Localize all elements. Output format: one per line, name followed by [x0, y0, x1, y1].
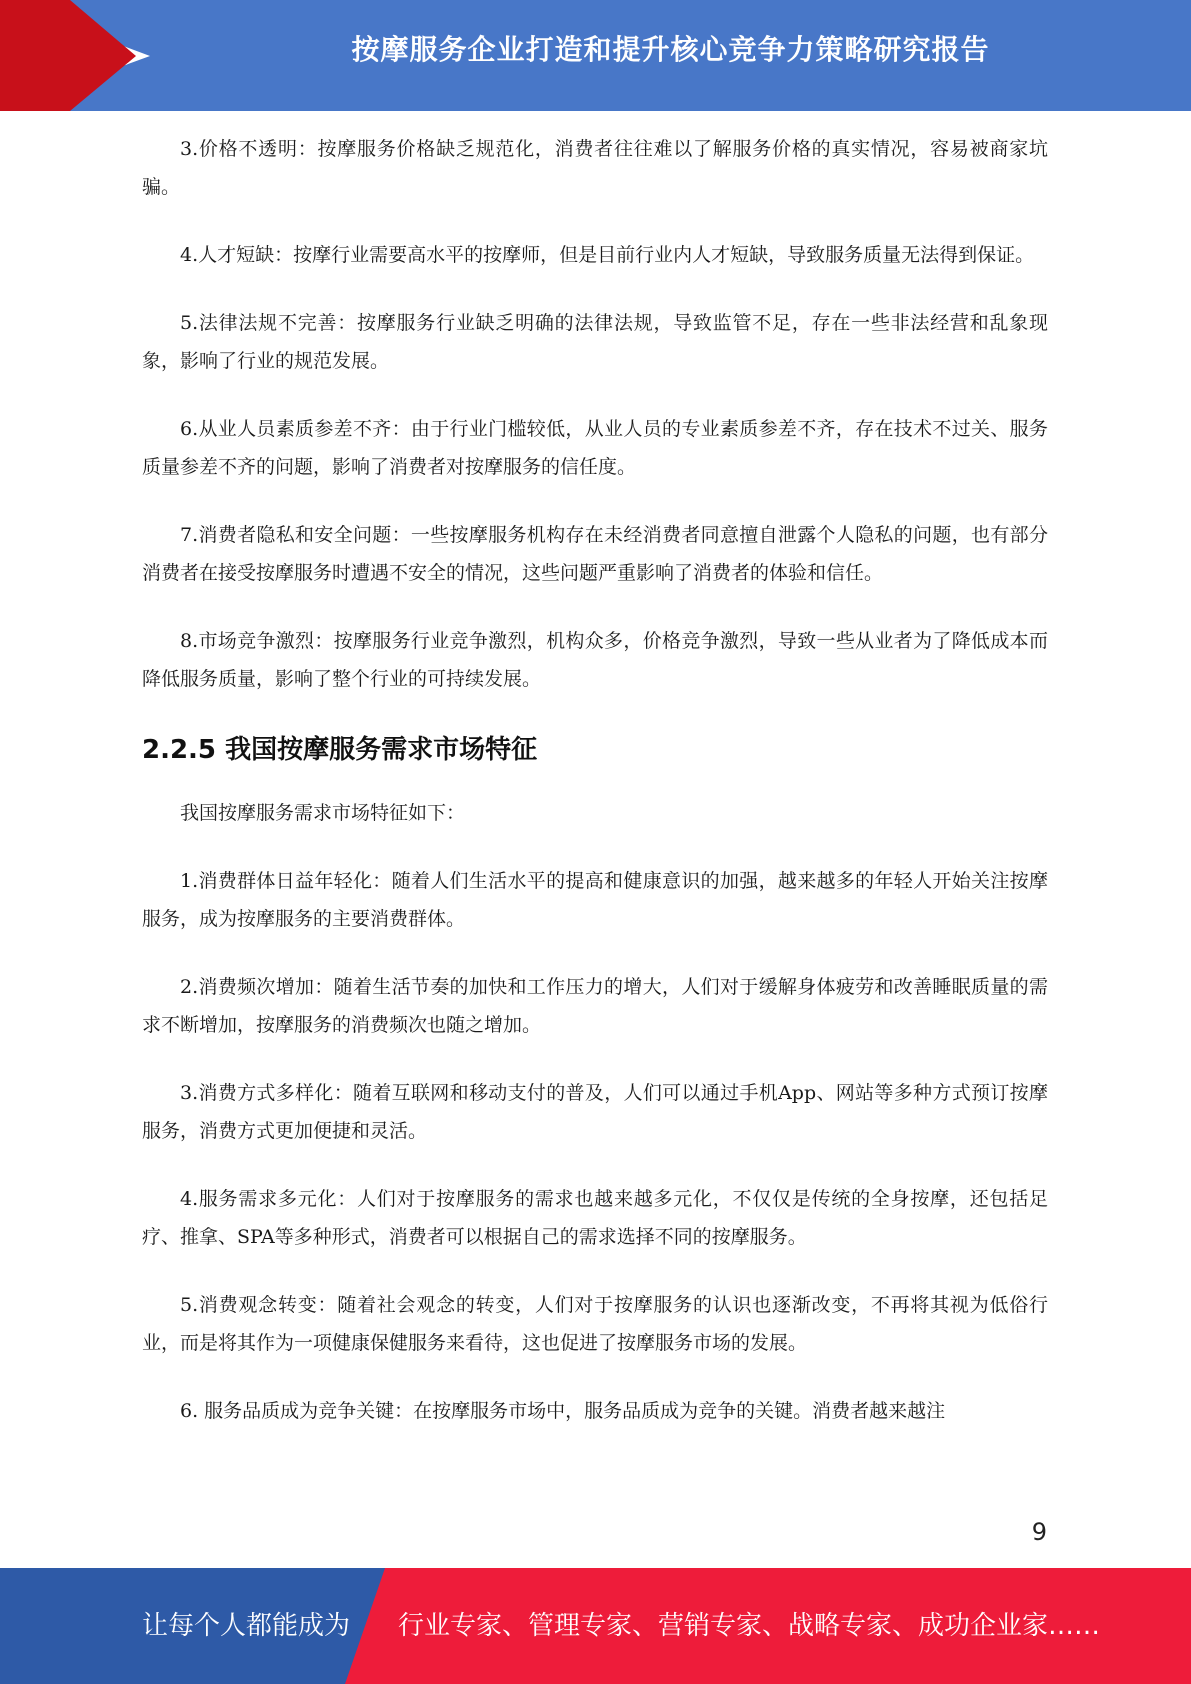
header-red-block: [0, 0, 70, 111]
section-heading: 2.2.5 我国按摩服务需求市场特征: [142, 735, 538, 765]
paragraph-intro: 我国按摩服务需求市场特征如下：: [180, 802, 466, 824]
footer-slogan-right: 行业专家、管理专家、营销专家、战略专家、成功企业家……: [398, 1611, 1101, 1641]
page-content: [142, 130, 1048, 1460]
paragraph-diverse-demand: 4.服务需求多元化：人们对于按摩服务的需求也越来越多元化，不仅仅是传统的全身按摩，还包括足疗、推拿、SPA等多种形式，消费者可以根据自己的需求选择不同的按摩服务。: [142, 1188, 1048, 1248]
paragraph-service-quality: 6. 服务品质成为竞争关键：在按摩服务市场中，服务品质成为竞争的关键。消费者越来越注: [180, 1400, 946, 1422]
paragraph-market-competition: 8.市场竞争激烈：按摩服务行业竞争激烈，机构众多，价格竞争激烈，导致一些从业者为了降低成本而降低服务质量，影响了整个行业的可持续发展。: [142, 630, 1048, 690]
paragraph-diverse-methods: 3.消费方式多样化：随着互联网和移动支付的普及，人们可以通过手机App、网站等多种方式预订按摩服务，消费方式更加便捷和灵活。: [142, 1082, 1048, 1142]
page-number: 9: [1031, 1518, 1047, 1546]
paragraph-younger-consumers: 1.消费群体日益年轻化：随着人们生活水平的提高和健康意识的加强，越来越多的年轻人开始关注按摩服务，成为按摩服务的主要消费群体。: [142, 870, 1048, 930]
paragraph-privacy-safety: 7.消费者隐私和安全问题：一些按摩服务机构存在未经消费者同意擅自泄露个人隐私的问题，也有部分消费者在接受按摩服务时遭遇不安全的情况，这些问题严重影响了消费者的体验和信任。: [142, 524, 1048, 584]
report-title: 按摩服务企业打造和提升核心竞争力策略研究报告: [351, 33, 990, 66]
paragraph-frequency-increase: 2.消费频次增加：随着生活节奏的加快和工作压力的增大，人们对于缓解身体疲劳和改善睡眠质量的需求不断增加，按摩服务的消费频次也随之增加。: [142, 976, 1048, 1036]
header-red-arrow: [70, 0, 136, 111]
paragraph-attitude-change: 5.消费观念转变：随着社会观念的转变，人们对于按摩服务的认识也逐渐改变，不再将其视为低俗行业，而是将其作为一项健康保健服务来看待，这也促进了按摩服务市场的发展。: [142, 1294, 1048, 1354]
paragraph-staff-quality: 6.从业人员素质参差不齐：由于行业门槛较低，从业人员的专业素质参差不齐，存在技术不过关、服务质量参差不齐的问题，影响了消费者对按摩服务的信任度。: [142, 418, 1048, 478]
report-header: [0, 0, 1191, 111]
report-footer: [0, 1568, 1191, 1684]
paragraph-laws-incomplete: 5.法律法规不完善：按摩服务行业缺乏明确的法律法规，导致监管不足，存在一些非法经营和乱象现象，影响了行业的规范发展。: [142, 312, 1048, 372]
paragraph-price-opacity: 3.价格不透明：按摩服务价格缺乏规范化，消费者往往难以了解服务价格的真实情况，容易被商家坑骗。: [142, 138, 1048, 198]
footer-slogan-left: 让每个人都能成为: [142, 1611, 351, 1641]
paragraph-talent-shortage: 4.人才短缺：按摩行业需要高水平的按摩师，但是目前行业内人才短缺，导致服务质量无法得到保证。: [180, 244, 1035, 266]
